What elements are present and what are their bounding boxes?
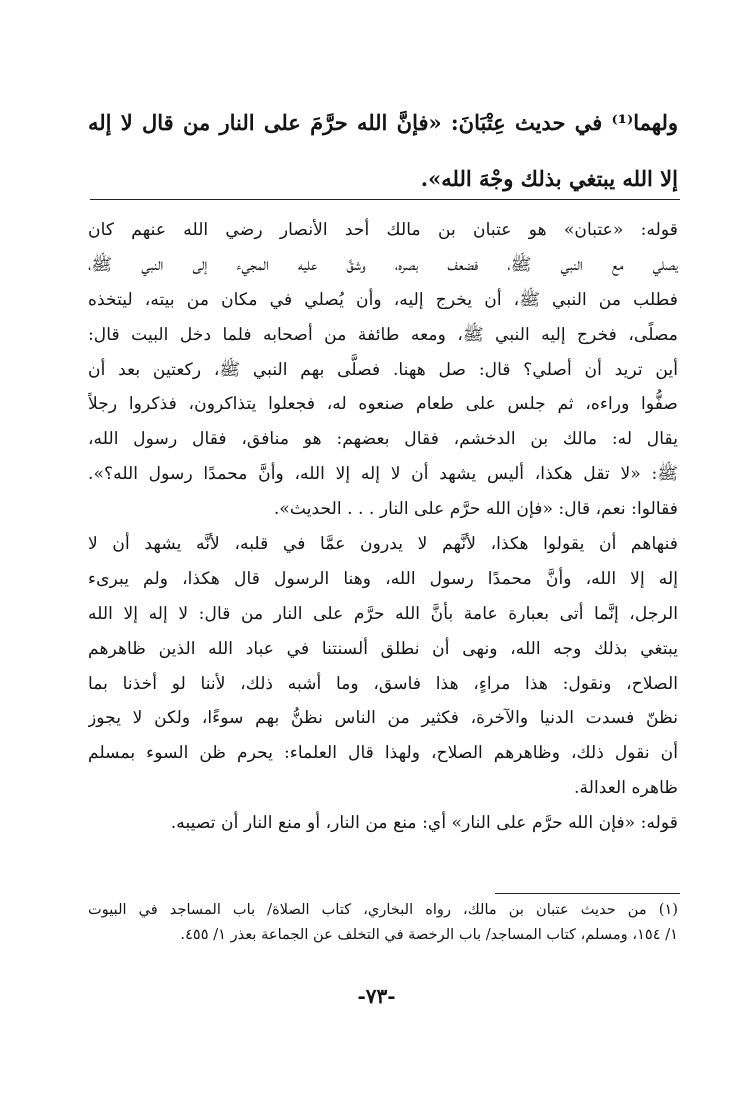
commentary-line: نظنّ فسدت الدنيا والآخرة، فكثير من الناس نظنُّ بهم سوءًا، ولكن لا يجوز <box>88 708 678 729</box>
hadith-text <box>88 95 678 207</box>
commentary-line: فطلب من النبي ﷺ، أن يخرج إليه، وأن يُصلي في مكان من بيته، ليتخذه <box>88 289 678 310</box>
commentary-line: الصلاح، ونقول: هذا مراءٍ، هذا فاسق، وما أشبه ذلك، لأننا لو أخذنا بما <box>88 673 678 694</box>
commentary-line: يقال له: مالك بن الدخشم، فقال بعضهم: هو منافق، فقال رسول الله، <box>88 429 678 450</box>
footnotes <box>88 897 678 947</box>
hadith-line: ولهما⁽¹⁾ في حديث عِتْبَانَ: «فإنَّ الله حرَّمَ على النار من قال لا إله <box>88 110 678 135</box>
commentary-line: ظاهره العدالة. <box>574 778 678 799</box>
commentary-line: صفُّوا وراءه، ثم جلس على طعام صنعوه له، فجعلوا يتذاكرون، فذكروا رجلاً <box>88 394 678 415</box>
commentary-line: يبتغي بذلك وجه الله، ونهى أن نطلق ألسنتنا في عباد الله الذين ظاهرهم <box>88 638 678 659</box>
footnote-line: ١/ ١٥٤، ومسلم، كتاب المساجد/ باب الرخصة في التخلف عن الجماعة بعذر ١/ ٤٥٥. <box>180 926 678 943</box>
commentary-line: أن نقول ذلك، وظاهرهم الصلاح، ولهذا قال العلماء: يحرم ظن السوء بمسلم <box>88 743 678 764</box>
commentary-line: فنهاهم أن يقولوا هكذا، لأنَّهم لا يدرون عمَّا في قلبه، لأنَّه يشهد أن لا <box>88 534 678 555</box>
hadith-line: إلا الله يبتغي بذلك وجْهَ الله». <box>420 166 678 191</box>
commentary-line: ﷺ: «لا تقل هكذا، أليس يشهد أن لا إله إلا الله، وأنَّ محمدًا رسول الله؟». <box>88 464 678 485</box>
footnote-line: (١) من حديث عتبان بن مالك، رواه البخاري، كتاب الصلاة/ باب المساجد في البيوت <box>88 901 678 918</box>
footnote-divider <box>495 893 680 894</box>
commentary-line: قوله: «عتبان» هو عتبان بن مالك أحد الأنصار رضي الله عنهم كان <box>88 220 678 240</box>
commentary-line: الرجل، إنَّما أتى بعبارة عامة بأنَّ الله حرَّم على النار من قال: لا إله إلا الله <box>88 603 678 624</box>
commentary-line: إله إلا الله، وأنَّ محمدًا رسول الله، وهنا الرسول قال هكذا، ولم يبرىء <box>88 568 678 589</box>
commentary-line: مصلًى، فخرج إليه النبي ﷺ، ومعه طائفة من أصحابه فلما دخل البيت قال: <box>88 324 678 345</box>
section-divider <box>90 199 680 200</box>
commentary-text <box>88 213 678 841</box>
page-number: -٧٣- <box>357 984 396 1008</box>
commentary-line: أين تريد أن أصلي؟ قال: صل ههنا. فصلَّى بهم النبي ﷺ، ركعتين بعد أن <box>88 359 678 380</box>
commentary-line: فقالوا: نعم، قال: «فإن الله حرَّم على النار . . . الحديث». <box>273 499 678 520</box>
commentary-line: قوله: «فإن الله حرَّم على النار» أي: منع من النار، أو منع النار أن تصيبه. <box>170 813 678 834</box>
commentary-line: يصلي مع النبي ﷺ، فضعف بصره، وشقَّ عليه المجيء إلى النبي ﷺ، <box>88 254 678 275</box>
